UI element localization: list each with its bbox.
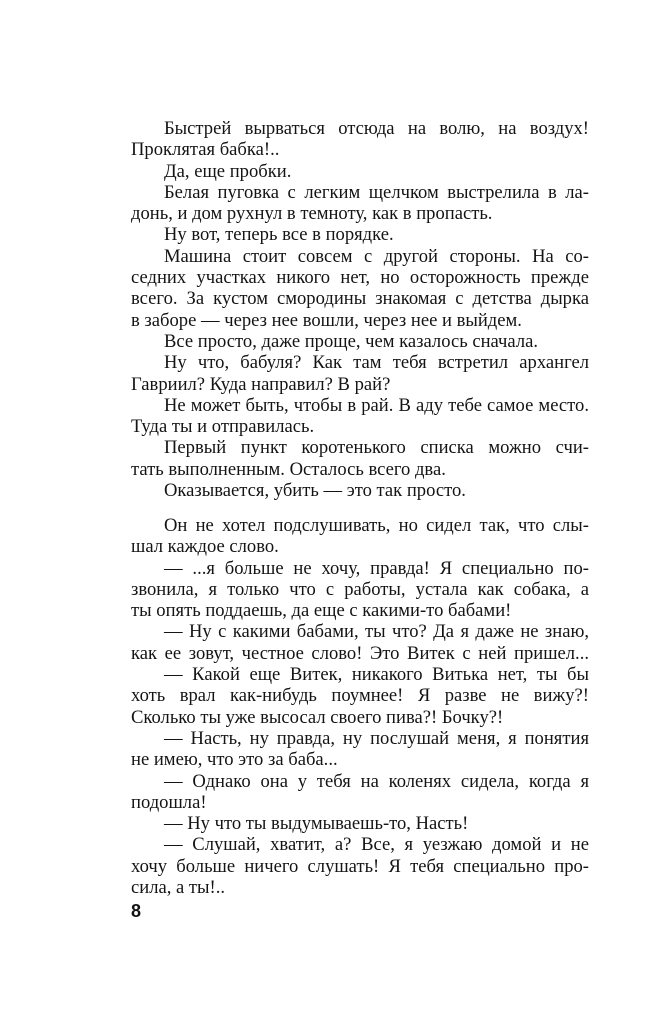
text-line: звонила, я только что с работы, устала как собака, а	[131, 578, 589, 600]
text-line: — Насть, ну правда, ну послушай меня, я понятия	[164, 727, 589, 749]
text-line: шал каждое слово.	[131, 536, 279, 558]
text-line: как ее зовут, честное слово! Это Витек с ней пришел...	[131, 642, 589, 664]
text-line: донь, и дом рухнул в темноту, как в пропасть.	[131, 203, 493, 225]
text-line: хочу больше ничего слушать! Я тебя специально про-	[131, 855, 589, 877]
text-line: ты опять поддаешь, да еще с какими-то бабами!	[131, 600, 512, 622]
text-line: — Слушай, хватит, а? Все, я уезжаю домой и не	[164, 834, 589, 856]
text-line: — Какой еще Витек, никакого Витька нет, ты бы	[164, 664, 589, 686]
text-section-2	[131, 515, 589, 898]
text-line: Гавриил? Куда направил? В рай?	[131, 373, 391, 395]
text-line: Сколько ты уже высосал своего пива?! Бочку?!	[131, 706, 504, 728]
text-line: Все просто, даже проще, чем казалось сначала.	[164, 330, 539, 352]
text-line: Оказывается, убить — это так просто.	[164, 480, 466, 502]
text-line: — Ну с какими бабами, ты что? Да я даже не знаю,	[164, 621, 589, 643]
text-line: Ну что, бабуля? Как там тебя встретил архангел	[164, 352, 589, 374]
text-line: Ну вот, теперь все в порядке.	[164, 224, 394, 246]
text-line: Не может быть, чтобы в рай. В аду тебе самое место.	[164, 394, 589, 416]
text-line: тать выполненным. Осталось всего два.	[131, 458, 446, 480]
text-line: в заборе — через нее вошли, через нее и выйдем.	[131, 309, 522, 331]
text-line: — ...я больше не хочу, правда! Я специально по-	[164, 557, 589, 579]
text-line: всего. За кустом смородины знакомая с детства дырка	[131, 288, 589, 310]
text-line: Машина стоит совсем с другой стороны. На со-	[164, 245, 589, 267]
text-line: — Однако она у тебя на коленях сидела, когда я	[164, 770, 589, 792]
text-line: Туда ты и отправилась.	[131, 416, 315, 438]
text-line: седних участках никого нет, но осторожность прежде	[131, 267, 589, 289]
text-line: подошла!	[131, 791, 207, 813]
text-line: сила, а ты!..	[131, 877, 226, 899]
text-line: Проклятая бабка!..	[131, 139, 280, 161]
text-line: Первый пункт коротенького списка можно счи-	[164, 437, 589, 459]
text-line: — Ну что ты выдумываешь-то, Насть!	[164, 813, 469, 835]
text-line: Быстрей вырваться отсюда на волю, на воздух!	[164, 118, 589, 139]
text-line: не имею, что это за баба...	[131, 749, 338, 771]
text-line: Белая пуговка с легким щелчком выстрелила в ла-	[164, 181, 589, 203]
text-line: хоть врал как-нибудь поумнее! Я разве не вижу?!	[131, 685, 589, 707]
page-number: 8	[131, 901, 142, 921]
text-section-1	[131, 118, 589, 501]
text-line: Он не хотел подслушивать, но сидел так, что слы-	[164, 515, 589, 536]
text-line: Да, еще пробки.	[164, 160, 292, 182]
